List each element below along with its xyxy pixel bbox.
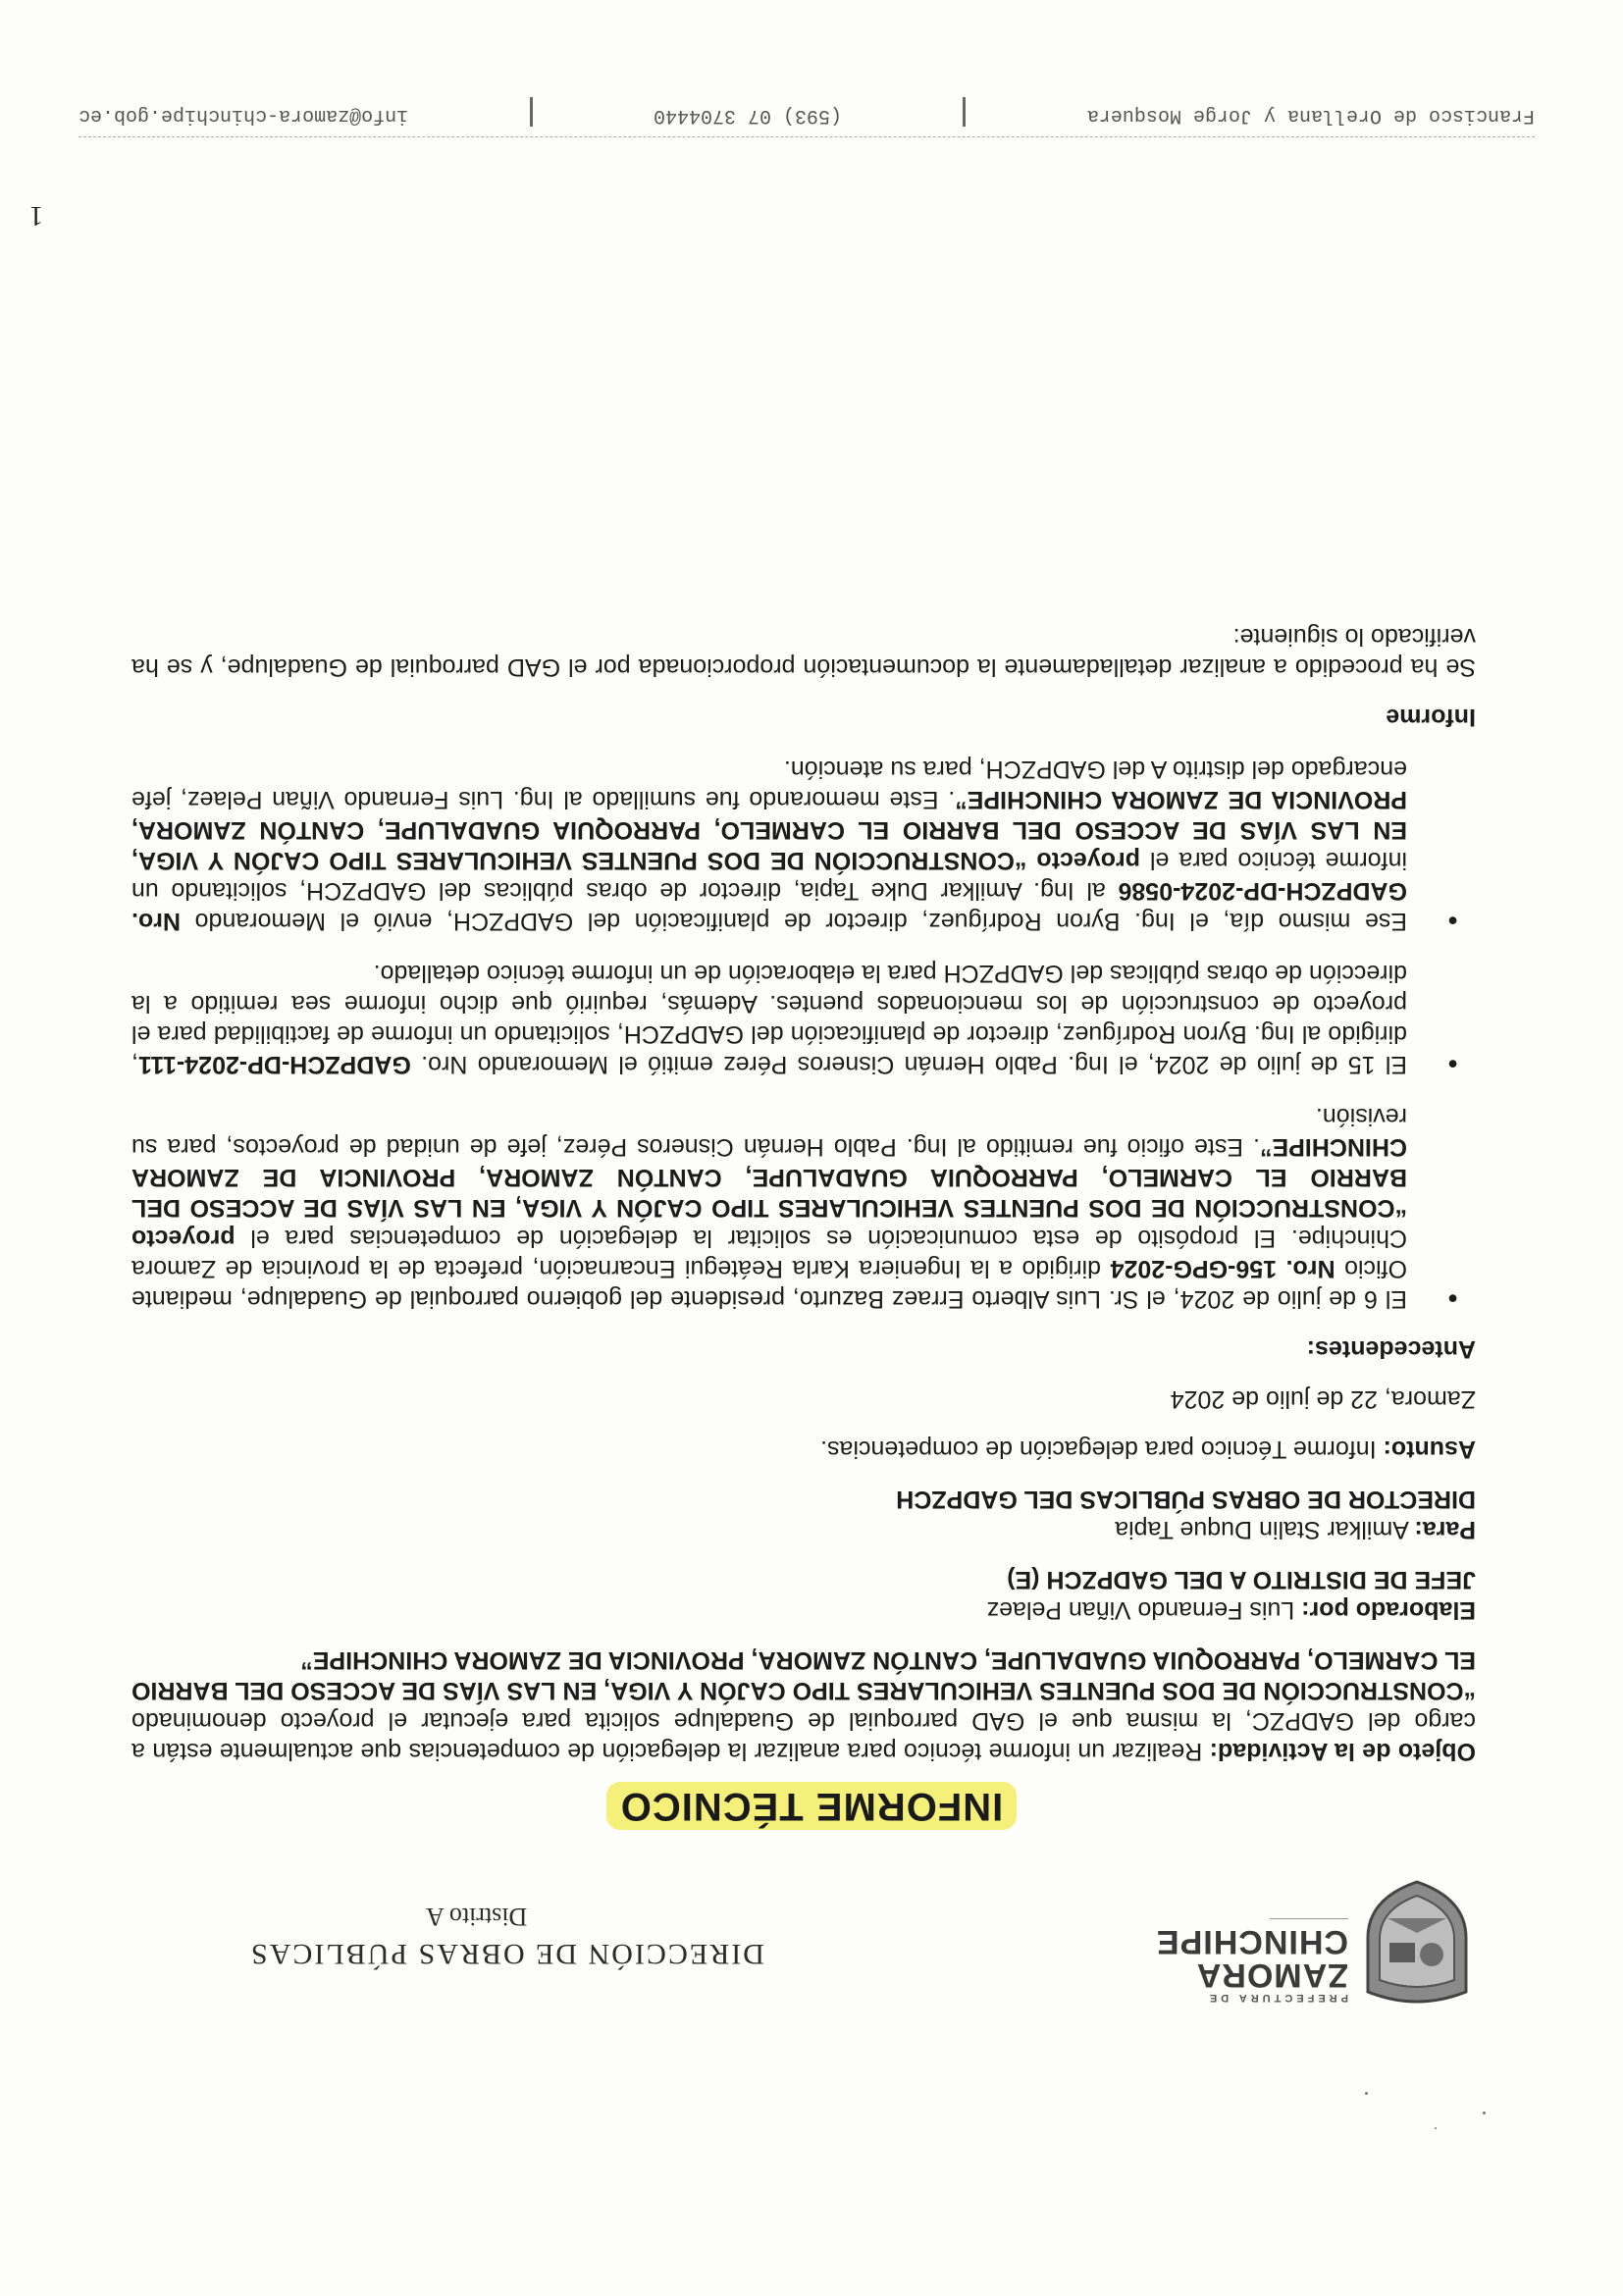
objeto-text: Realizar un informe técnico para analizar la delegación de competencias que actualmente están a cargo del GADPZC, la misma que el GAD parroquial de Guadalupe solicita para ejecutar el proyecto denominado: [131, 1707, 1476, 1765]
asunto-label: Asunto:: [1383, 1435, 1476, 1463]
bullet3-project: proyecto “CONSTRUCCIÓN DE DOS PUENTES VEHICULARES TIPO CAJÓN Y VIGA, EN LAS VÍAS DE ACCESO DEL BARRIO EL CARMELO, PARROQUIA GUADALUPE, CANTÓN ZAMORA, PROVINCIA DE ZAMORA CHINCHIPE”: [131, 786, 1407, 874]
page-number: 1: [29, 200, 43, 231]
department-name: DIRECCIÓN DE OBRAS PÚBLICAS: [249, 1938, 764, 1970]
letterhead: [141, 1864, 1476, 2011]
footer-phone: (593) 07 3704440: [653, 104, 843, 127]
bullet3-text-a: Ese mismo día, el Ing. Byron Rodríguez, director de planificación del GADPZCH, envió el Memorando: [181, 908, 1407, 935]
bullet2-text-a: El 15 de julio de 2024, el Ing. Pablo Hernán Cisneros Pérez emitió el Memorando Nro.: [410, 1051, 1407, 1078]
footer-address: Francisco de Orellana y Jorge Mosquera: [1086, 104, 1535, 127]
scan-speck: [1483, 2112, 1486, 2114]
bullet2-reference: GADPZCH-DP-2024-111: [137, 1051, 411, 1078]
footer-divider: [530, 97, 533, 127]
scan-speck: [1365, 2092, 1368, 2095]
document-body: [131, 601, 1476, 1766]
bullet1-project: proyecto “CONSTRUCCIÓN DE DOS PUENTES VEHICULARES TIPO CAJÓN Y VIGA, EN LAS VÍAS DE ACCESO DEL BARRIO EL CARMELO, PARROQUIA GUADALUPE, CANTÓN ZAMORA, PROVINCIA DE ZAMORA CHINCHIPE”: [131, 1133, 1407, 1252]
para-block: [131, 1484, 1476, 1544]
elaborado-block: [131, 1564, 1476, 1625]
document-title: INFORME TÉCNICO: [606, 1782, 1018, 1830]
bullet3-text-b: al Ing. Amilkar Duke Tapia, director de obras públicas del GADPZCH, solicitando un informe técnico para el: [131, 847, 1407, 905]
elaborado-label: Elaborado por:: [1301, 1596, 1476, 1624]
bullet3-text-c: . Este memorando fue sumillado al Ing. Luis Fernando Viñan Pelaez, jefe encargado del distrito A del GADPZCH, para su atención.: [131, 756, 1407, 813]
informe-heading-text: Informe: [1386, 704, 1476, 731]
brand-prefix: PREFECTURA DE: [1205, 1992, 1348, 2004]
scan-speck: [1435, 2127, 1437, 2129]
bullet3-reference: Nro. GADPZCH-DP-2024-0586: [131, 877, 1407, 935]
antecedentes-list: [131, 754, 1476, 1314]
asunto-text: Informe Técnico para delegación de competencias.: [820, 1435, 1377, 1463]
antecedentes-heading: [131, 1333, 1476, 1364]
list-item: [131, 958, 1476, 1079]
page-footer: [79, 97, 1535, 137]
brand-chinchipe: CHINCHIPE: [1155, 1923, 1348, 1960]
para-name: Amilkar Stalin Duque Tapia: [1115, 1516, 1409, 1543]
informe-text: Se ha procedido a analizar detalladamente la documentación proporcionada por el GAD parroquial de Guadalupe, y se ha verificado lo siguiente:: [131, 623, 1476, 681]
para-role: DIRECTOR DE OBRAS PÚBLICAS DEL GADPZCH: [896, 1486, 1476, 1513]
objeto-paragraph: [131, 1644, 1476, 1766]
bullet1-text-a: El 6 de julio de 2024, el Sr. Luis Alberto Erraez Bazurto, presidente del gobierno parroquial de Guadalupe, mediante Oficio: [131, 1255, 1407, 1313]
antecedentes-heading-text: Antecedentes:: [1306, 1335, 1476, 1363]
elaborado-role: JEFE DE DISTRITO A DEL GADPZCH (E): [1007, 1566, 1476, 1593]
list-item: [131, 1101, 1476, 1314]
footer-divider: [963, 97, 966, 127]
objeto-project: “CONSTRUCCIÓN DE DOS PUENTES VEHICULARES TIPO CAJÓN Y VIGA, EN LAS VÍAS DE ACCESO DEL BARRIO EL CARMELO, PARROQUIA GUADALUPE, CANTÓN ZAMORA, PROVINCIA DE ZAMORA CHINCHIPE”: [131, 1646, 1476, 1704]
bullet1-reference: Nro. 156-GPG-2024: [1110, 1255, 1335, 1282]
objeto-label: Objeto de la Actividad:: [1209, 1738, 1476, 1765]
document-title-wrap: [0, 1782, 1623, 1830]
district-name: Distrito A: [426, 1903, 528, 1931]
asunto-line: [131, 1434, 1476, 1464]
para-label: Para:: [1414, 1516, 1476, 1543]
brand-zamora: ZAMORA: [1195, 1957, 1348, 1994]
bullet1-text-b: dirigido a la Ingeniera Karla Reátegui Encarnación, prefecta de la provincia de Zamora Chinchipe. El propósito de esta comunicación es solicitar la delegación de competencias para el: [131, 1225, 1407, 1282]
department-heading: [249, 1902, 1476, 1970]
informe-heading: [131, 702, 1476, 732]
footer-email: info@zamora-chinchipe.gob.ec: [79, 104, 409, 127]
list-item: [131, 754, 1476, 936]
date-line: Zamora, 22 de julio de 2024: [1170, 1385, 1476, 1413]
bullet2-text-b: , dirigido al Ing. Byron Rodríguez, director de planificación del GADPZCH, solicitando un informe de factibilidad para el proyecto de construcción de los mencionados puentes. Además, requirió que dicho informe sea remitido a la dirección de obras públicas del GADPZCH para la elaboración de un informe técnico detallado.: [131, 960, 1407, 1078]
elaborado-name: Luis Fernando Viñan Pelaez: [986, 1596, 1295, 1624]
bullet1-text-c: . Este oficio fue remitido al Ing. Pablo Hernán Cisneros Pérez, jefe de unidad de proyectos, para su revisión.: [131, 1103, 1407, 1161]
